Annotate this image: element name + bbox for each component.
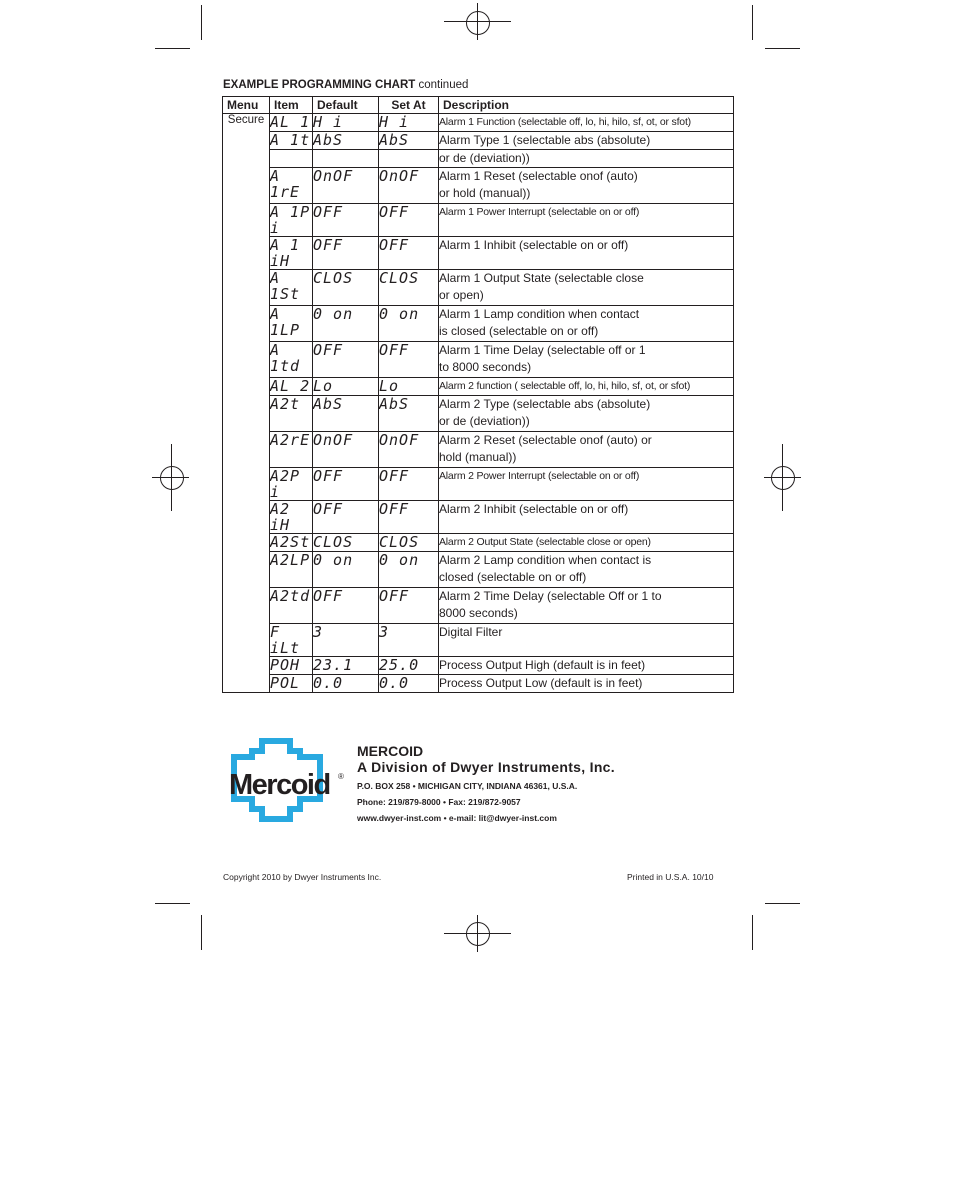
copyright-text: Copyright 2010 by Dwyer Instruments Inc.	[223, 872, 382, 882]
table-row	[223, 132, 734, 150]
set-at-cell: OFF	[379, 237, 439, 270]
table-row	[223, 270, 734, 306]
item-cell: A 1St	[270, 270, 313, 306]
default-cell: 0 on	[313, 306, 379, 342]
default-cell: AbS	[313, 396, 379, 432]
item-cell: F iLt	[270, 624, 313, 657]
description-line: Process Output High (default is in feet)	[439, 658, 646, 672]
set-at-cell: CLOS	[379, 270, 439, 306]
item-cell	[270, 150, 313, 168]
default-cell: CLOS	[313, 270, 379, 306]
set-at-cell: CLOS	[379, 534, 439, 552]
description-line: Alarm 2 Output State (selectable close or open)	[439, 536, 651, 548]
default-cell: OFF	[313, 468, 379, 501]
description-cell	[439, 306, 734, 342]
description-cell	[439, 534, 734, 552]
description-cell	[439, 432, 734, 468]
crop-mark	[765, 48, 800, 49]
set-at-cell: OFF	[379, 501, 439, 534]
set-at-cell: OFF	[379, 342, 439, 378]
table-row	[223, 204, 734, 237]
description-line: Alarm 1 Time Delay (selectable off or 1	[439, 343, 646, 357]
description-cell	[439, 342, 734, 378]
table-row	[223, 114, 734, 132]
description-cell	[439, 675, 734, 693]
set-at-cell: OnOF	[379, 168, 439, 204]
crop-mark	[752, 5, 753, 40]
set-at-cell	[379, 150, 439, 168]
description-line: hold (manual))	[439, 450, 517, 464]
description-line: or hold (manual))	[439, 186, 531, 200]
company-web: www.dwyer-inst.com • e-mail: lit@dwyer-inst.com	[357, 813, 557, 823]
description-line: Alarm 1 Power Interrupt (selectable on or off)	[439, 206, 640, 218]
item-cell: A 1LP	[270, 306, 313, 342]
default-cell: OnOF	[313, 168, 379, 204]
description-line: Alarm 2 Reset (selectable onof (auto) or	[439, 433, 652, 447]
description-cell	[439, 204, 734, 237]
default-cell: 0 on	[313, 552, 379, 588]
description-cell	[439, 624, 734, 657]
menu-cell-secure: Secure	[223, 114, 270, 693]
item-cell: A 1rE	[270, 168, 313, 204]
description-line: Alarm 1 Reset (selectable onof (auto)	[439, 169, 638, 183]
chart-heading	[223, 79, 468, 91]
description-cell	[439, 552, 734, 588]
crop-mark	[155, 903, 190, 904]
default-cell: OFF	[313, 588, 379, 624]
table-row	[223, 468, 734, 501]
mercoid-cross-logo-icon	[228, 737, 350, 823]
set-at-cell: Lo	[379, 378, 439, 396]
svg-text:®: ®	[338, 772, 344, 781]
table-row	[223, 150, 734, 168]
column-header-menu: Menu	[223, 97, 270, 114]
item-cell: A2P i	[270, 468, 313, 501]
crop-mark	[201, 915, 202, 950]
mercoid-logo	[228, 737, 350, 823]
table-row	[223, 306, 734, 342]
set-at-cell: OFF	[379, 468, 439, 501]
item-cell: AL 1	[270, 114, 313, 132]
company-info	[357, 743, 615, 826]
description-line: Alarm 1 Lamp condition when contact	[439, 307, 640, 321]
item-cell: A 1P i	[270, 204, 313, 237]
crop-mark	[765, 903, 800, 904]
set-at-cell: 0 on	[379, 306, 439, 342]
set-at-cell: 0 on	[379, 552, 439, 588]
description-line: or open)	[439, 288, 484, 302]
table-row	[223, 552, 734, 588]
chart-heading-continued: continued	[415, 79, 469, 91]
default-cell: 0.0	[313, 675, 379, 693]
set-at-cell: 0.0	[379, 675, 439, 693]
default-cell: OnOF	[313, 432, 379, 468]
description-cell	[439, 150, 734, 168]
description-line: 8000 seconds)	[439, 606, 518, 620]
table-header-row	[223, 97, 734, 114]
set-at-cell: H i	[379, 114, 439, 132]
item-cell: A 1t	[270, 132, 313, 150]
crop-mark	[752, 915, 753, 950]
description-line: or de (deviation))	[439, 414, 530, 428]
svg-text:Mercoid: Mercoid	[229, 769, 330, 801]
description-cell	[439, 657, 734, 675]
table-body	[223, 114, 734, 693]
table-row	[223, 396, 734, 432]
company-phone: Phone: 219/879-8000 • Fax: 219/872-9057	[357, 797, 521, 807]
description-line: Alarm Type 1 (selectable abs (absolute)	[439, 133, 651, 147]
column-header-default: Default	[313, 97, 379, 114]
description-line: Alarm 2 Type (selectable abs (absolute)	[439, 397, 651, 411]
item-cell: A2LP	[270, 552, 313, 588]
description-line: Alarm 2 function ( selectable off, lo, hi, hilo, sf, ot, or sfot)	[439, 380, 691, 392]
table-row	[223, 432, 734, 468]
item-cell: A2rE	[270, 432, 313, 468]
column-header-description: Description	[439, 97, 734, 114]
description-line: Alarm 2 Lamp condition when contact is	[439, 553, 652, 567]
set-at-cell: AbS	[379, 132, 439, 150]
table-row	[223, 657, 734, 675]
table-row	[223, 501, 734, 534]
default-cell: OFF	[313, 342, 379, 378]
default-cell: 23.1	[313, 657, 379, 675]
description-line: Alarm 1 Output State (selectable close	[439, 271, 644, 285]
set-at-cell: OnOF	[379, 432, 439, 468]
chart-heading-bold: EXAMPLE PROGRAMMING CHART	[223, 79, 416, 91]
default-cell: OFF	[313, 501, 379, 534]
description-cell	[439, 468, 734, 501]
crop-mark	[201, 5, 202, 40]
description-line: Alarm 1 Function (selectable off, lo, hi, hilo, sf, ot, or sfot)	[439, 116, 691, 128]
item-cell: POL	[270, 675, 313, 693]
item-cell: A 1td	[270, 342, 313, 378]
description-cell	[439, 237, 734, 270]
item-cell: A2td	[270, 588, 313, 624]
description-cell	[439, 378, 734, 396]
description-cell	[439, 270, 734, 306]
table-row	[223, 168, 734, 204]
description-line: Process Output Low (default is in feet)	[439, 676, 643, 690]
description-cell	[439, 501, 734, 534]
description-cell	[439, 168, 734, 204]
column-header-set-at: Set At	[379, 97, 439, 114]
table-row	[223, 237, 734, 270]
item-cell: A2 iH	[270, 501, 313, 534]
description-line: Alarm 2 Power Interrupt (selectable on or off)	[439, 470, 640, 482]
item-cell: A 1 iH	[270, 237, 313, 270]
description-line: to 8000 seconds)	[439, 360, 532, 374]
set-at-cell: 25.0	[379, 657, 439, 675]
set-at-cell: AbS	[379, 396, 439, 432]
table-row	[223, 675, 734, 693]
default-cell: OFF	[313, 237, 379, 270]
item-cell: A2St	[270, 534, 313, 552]
description-line: Alarm 2 Time Delay (selectable Off or 1 to	[439, 589, 662, 603]
table-row	[223, 588, 734, 624]
company-division: A Division of Dwyer Instruments, Inc.	[357, 759, 615, 775]
description-cell	[439, 114, 734, 132]
crop-mark	[155, 48, 190, 49]
description-line: Digital Filter	[439, 625, 503, 639]
table-row	[223, 624, 734, 657]
default-cell: OFF	[313, 204, 379, 237]
description-line: Alarm 1 Inhibit (selectable on or off)	[439, 238, 629, 252]
set-at-cell: OFF	[379, 204, 439, 237]
description-line: closed (selectable on or off)	[439, 570, 587, 584]
programming-chart-table	[222, 96, 734, 693]
description-line: or de (deviation))	[439, 151, 530, 165]
set-at-cell: OFF	[379, 588, 439, 624]
printed-text: Printed in U.S.A. 10/10	[627, 872, 714, 882]
table-row	[223, 378, 734, 396]
description-cell	[439, 396, 734, 432]
item-cell: POH	[270, 657, 313, 675]
description-cell	[439, 588, 734, 624]
company-address: P.O. BOX 258 • MICHIGAN CITY, INDIANA 46361, U.S.A.	[357, 781, 578, 791]
description-line: is closed (selectable on or off)	[439, 324, 599, 338]
item-cell: A2t	[270, 396, 313, 432]
default-cell: AbS	[313, 132, 379, 150]
company-name: MERCOID	[357, 743, 424, 759]
default-cell: CLOS	[313, 534, 379, 552]
default-cell: 3	[313, 624, 379, 657]
table-row	[223, 534, 734, 552]
column-header-item: Item	[270, 97, 313, 114]
table-row	[223, 342, 734, 378]
default-cell	[313, 150, 379, 168]
item-cell: AL 2	[270, 378, 313, 396]
default-cell: Lo	[313, 378, 379, 396]
default-cell: H i	[313, 114, 379, 132]
description-line: Alarm 2 Inhibit (selectable on or off)	[439, 502, 629, 516]
set-at-cell: 3	[379, 624, 439, 657]
description-cell	[439, 132, 734, 150]
